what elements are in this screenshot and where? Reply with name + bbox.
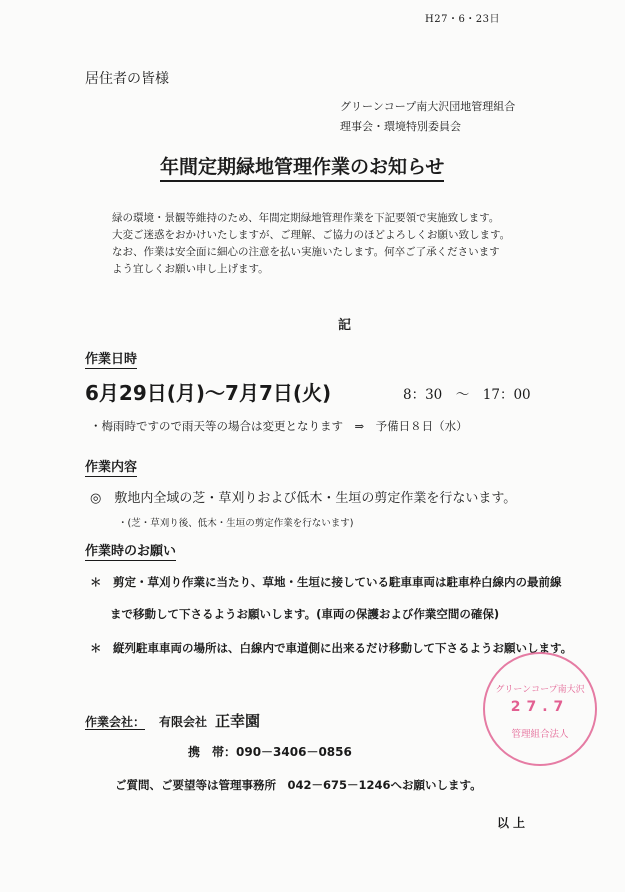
requests-heading: 作業時のお願い xyxy=(85,540,176,561)
request-item-1-line-1: ＊ 剪定・草刈り作業に当たり、草地・生垣に接している駐車車両は駐車枠白線内の最前線 xyxy=(90,575,562,589)
seal-line: グリーンコープ南大沢 xyxy=(495,685,585,695)
rain-note: ・梅雨時ですので雨天等の場合は変更となります ⇒ 予備日８日（水） xyxy=(90,419,468,433)
organization-name: グリーンコープ南大沢団地管理組合 xyxy=(340,100,516,113)
company-row xyxy=(85,710,260,731)
intro-line: なお、作業は安全面に細心の注意を払い実施いたします。何卒ご了承くださいます xyxy=(112,246,500,258)
work-main-item: ◎ 敷地内全域の芝・草刈りおよび低木・生垣の剪定作業を行ないます。 xyxy=(90,491,517,506)
schedule-heading: 作業日時 xyxy=(85,348,137,369)
inquiry-contact: ご質問、ご要望等は管理事務所 042－675－1246へお願いします。 xyxy=(115,778,482,792)
ki-marker: 記 xyxy=(338,318,352,333)
date-stamp: H27・6・23日 xyxy=(425,14,501,25)
seal-line: 管理組合法人 xyxy=(511,729,569,740)
closing-mark: 以上 xyxy=(497,816,530,830)
schedule-date-range: 6月29日(月)～7月7日(火) xyxy=(85,381,332,405)
work-sub-note: ・(芝・草刈り後、低木・生垣の剪定作業を行ないます) xyxy=(118,518,354,529)
intro-line: よう宜しくお願い申し上げます。 xyxy=(112,263,269,275)
request-item-1-line-2: まで移動して下さるようお願いします。(車両の保護および作業空間の確保) xyxy=(110,607,500,621)
work-heading: 作業内容 xyxy=(85,456,137,477)
company-label: 作業会社： xyxy=(85,715,146,729)
company-mobile: 携 帯：090－3406－0856 xyxy=(188,745,352,759)
company-type: 有限会社 xyxy=(159,715,208,729)
seal-date: 27.7 xyxy=(510,699,570,715)
intro-paragraph xyxy=(112,210,510,278)
request-item-2: ＊ 縦列駐車車両の場所は、白線内で車道側に出来るだけ移動して下さるようお願いします。 xyxy=(90,641,573,655)
company-name: 正幸園 xyxy=(215,712,261,730)
organization-seal-stamp xyxy=(483,652,597,766)
addressee: 居住者の皆様 xyxy=(85,71,169,87)
intro-line: 大変ご迷惑をおかけいたしますが、ご理解、ご協力のほどよろしくお願い致します。 xyxy=(112,229,511,241)
intro-line: 緑の環境・景観等維持のため、年間定期緑地管理作業を下記要領で実施致します。 xyxy=(112,212,500,224)
committee-name: 理事会・環境特別委員会 xyxy=(340,120,461,133)
schedule-time-range: 8：30 ～ 17：00 xyxy=(403,387,531,403)
page-title: 年間定期緑地管理作業のお知らせ xyxy=(160,152,444,182)
